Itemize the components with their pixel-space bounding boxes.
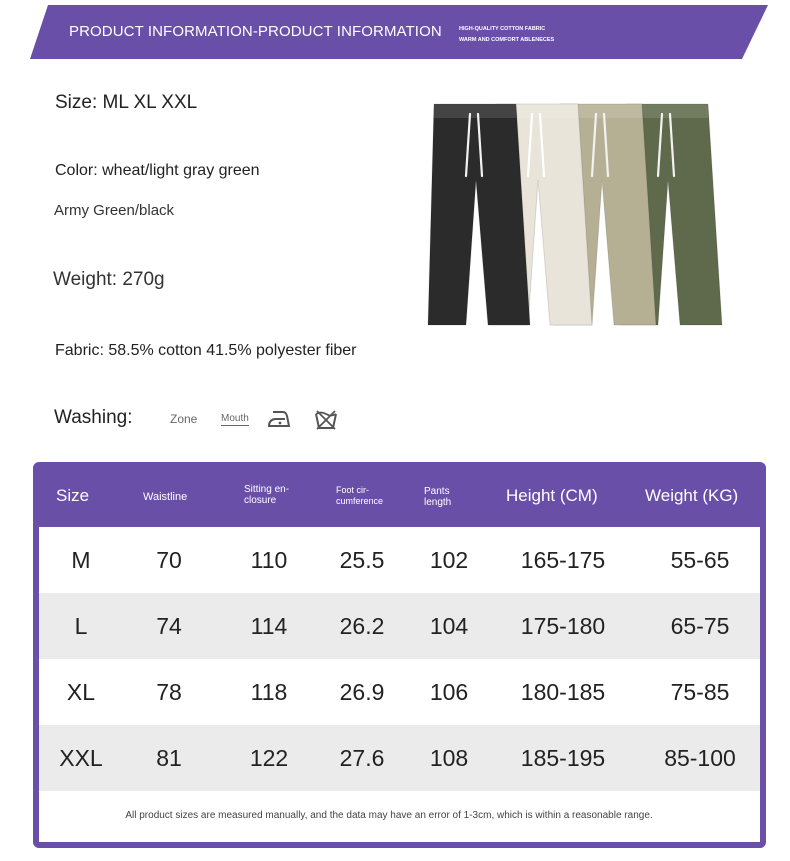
cell-foot-circumference: 27.6 — [339, 745, 385, 771]
cell-height: 165-175 — [520, 547, 606, 573]
banner-title: PRODUCT INFORMATION-PRODUCT INFORMATION — [69, 23, 442, 40]
header-foot-line2: cumference — [336, 496, 384, 506]
cell-foot-circumference: 26.2 — [339, 613, 385, 639]
header-foot-line1: Foot cir- — [336, 485, 370, 495]
washing-zone-text: Zone — [170, 412, 198, 426]
table-row — [39, 593, 760, 659]
size-table-body — [39, 527, 760, 842]
cell-waistline: 81 — [156, 745, 182, 771]
header-pants-line2: length — [424, 497, 452, 508]
pants-0 — [428, 104, 530, 325]
color-spec-continued: Army Green/black — [54, 202, 175, 219]
cell-weight: 75-85 — [670, 679, 730, 705]
cell-weight: 85-100 — [664, 745, 736, 771]
size-spec: Size: ML XL XXL — [55, 92, 198, 113]
cell-sitting-enclosure: 110 — [250, 547, 288, 573]
cell-pants-length: 106 — [429, 679, 469, 705]
cell-pants-length: 102 — [429, 547, 469, 573]
washing-mouth-text: Mouth — [221, 413, 249, 424]
header-sitting-line2: closure — [244, 495, 277, 506]
banner-subtitle-line2: WARM AND COMFORT ABLENECES — [459, 37, 555, 43]
banner-subtitle-line1: HIGH-QUALITY COTTON FABRIC — [459, 26, 546, 32]
cell-waistline: 70 — [156, 547, 182, 573]
fabric-spec: Fabric: 58.5% cotton 41.5% polyester fiber — [55, 342, 357, 359]
weight-spec: Weight: 270g — [53, 269, 165, 290]
cell-pants-length: 104 — [429, 613, 469, 639]
cell-size: L — [74, 613, 88, 639]
cell-height: 180-185 — [520, 679, 606, 705]
cell-waistline: 74 — [156, 613, 182, 639]
cell-weight: 55-65 — [670, 547, 730, 573]
cell-size: XL — [66, 679, 96, 705]
header-size: Size — [56, 486, 90, 505]
cell-sitting-enclosure: 118 — [250, 679, 288, 705]
color-spec: Color: wheat/light gray green — [55, 162, 260, 179]
cell-foot-circumference: 26.9 — [339, 679, 385, 705]
cell-weight: 65-75 — [670, 613, 730, 639]
cell-sitting-enclosure: 122 — [249, 745, 289, 771]
table-row — [39, 725, 760, 791]
do-not-wash-icon — [314, 408, 338, 430]
table-row — [39, 527, 760, 593]
header-banner — [30, 5, 770, 59]
cell-height: 185-195 — [520, 745, 606, 771]
size-chart-table — [33, 462, 766, 848]
table-row — [39, 659, 760, 725]
header-pants-length — [424, 486, 451, 508]
cell-size: M — [71, 547, 91, 573]
cell-foot-circumference: 25.5 — [339, 547, 385, 573]
header-sitting-enclosure — [244, 484, 289, 506]
header-foot-circumference — [336, 485, 383, 507]
banner-subtitle — [459, 24, 554, 46]
pants-illustration — [418, 100, 738, 335]
cell-pants-length: 108 — [429, 745, 469, 771]
washing-label: Washing: — [54, 407, 133, 428]
cell-waistline: 78 — [156, 679, 182, 705]
header-sitting-line1: Sitting en- — [244, 484, 290, 495]
cell-size: XXL — [59, 745, 103, 771]
cell-height: 175-180 — [520, 613, 606, 639]
header-waistline: Waistline — [143, 491, 188, 503]
header-weight: Weight (KG) — [645, 486, 739, 505]
header-pants-line1: Pants — [424, 486, 450, 497]
cell-sitting-enclosure: 114 — [250, 613, 288, 639]
iron-icon — [267, 409, 291, 429]
measurement-note: All product sizes are measured manually, and the data may have an error of 1-3cm, which is within a reasonable range. — [125, 810, 653, 821]
header-height: Height (CM) — [506, 486, 598, 505]
